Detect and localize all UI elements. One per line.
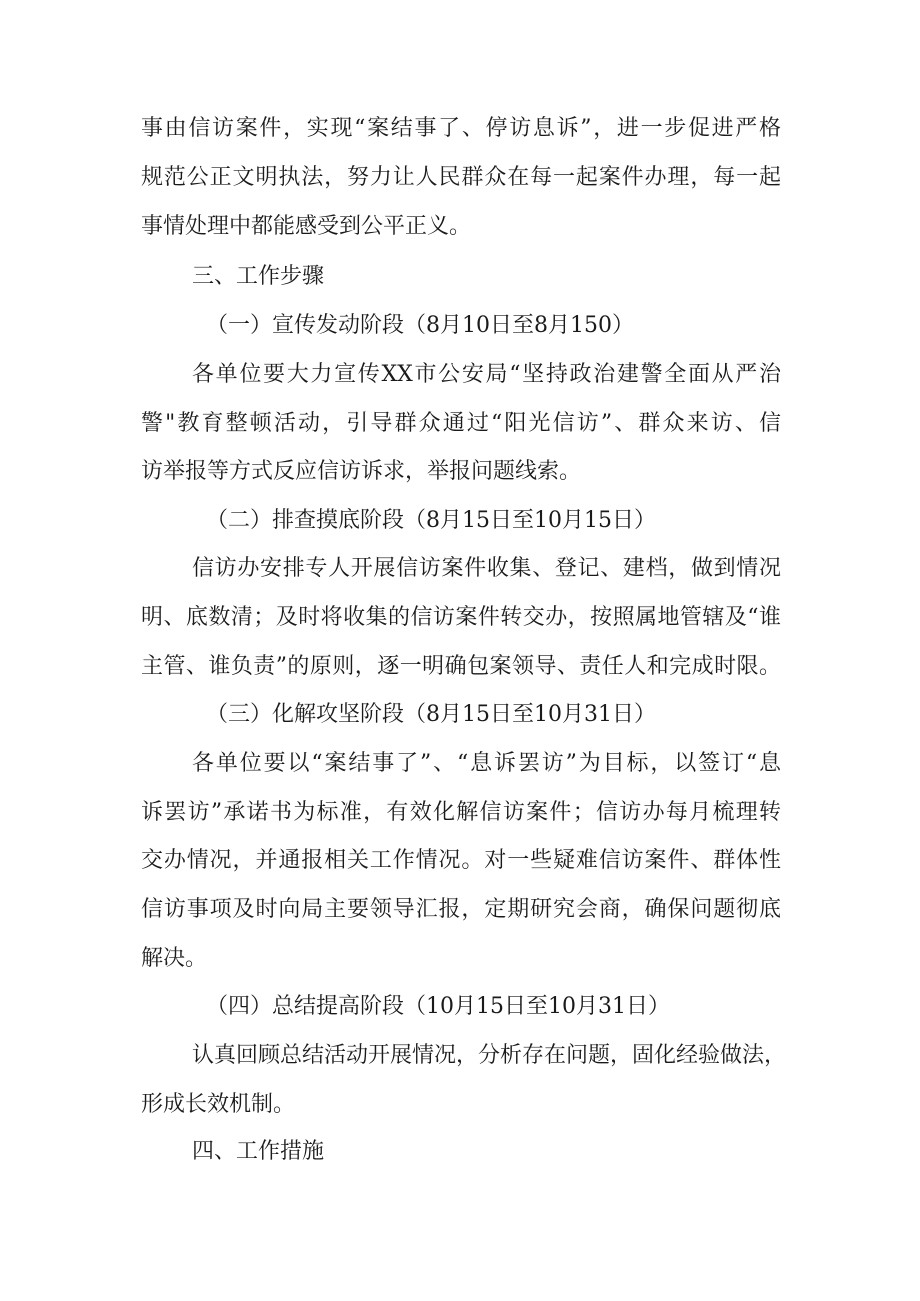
sub4-heading: （四）总结提高阶段（10月15日至10月31日）	[206, 994, 670, 1019]
intro-line-2: 规范公正文明执法，努力让人民群众在每一起案件办理，每一起	[141, 165, 781, 190]
sub2-heading: （二）排查摸底阶段（8月15日至10月15日）	[206, 508, 656, 533]
sub4-line-1: 认真回顾总结活动开展情况，分析存在问题，固化经验做法，	[192, 1043, 787, 1068]
sub3-line-4: 信访事项及时向局主要领导汇报，定期研究会商，确保问题彻底	[141, 897, 781, 922]
sub3-line-2: 诉罢访”承诺书为标准，有效化解信访案件；信访办每月梳理转	[141, 800, 781, 825]
sub3-line-1: 各单位要以“案结事了”、“息诉罢访”为目标，以签订“息	[192, 751, 781, 776]
sub1-line-3: 访举报等方式反应信访诉求，举报问题线索。	[141, 459, 582, 484]
intro-line-1: 事由信访案件，实现“案结事了、停访息诉”，进一步促进严格	[141, 116, 781, 141]
sub3-heading: （三）化解攻坚阶段（8月15日至10月31日）	[206, 702, 656, 727]
sub1-heading: （一）宣传发动阶段（8月10日至8月150）	[206, 313, 634, 338]
sub2-line-1: 信访办安排专人开展信访案件收集、登记、建档，做到情况	[192, 556, 781, 581]
section4-heading: 四、工作措施	[192, 1139, 325, 1164]
intro-line-3: 事情处理中都能感受到公平正义。	[141, 214, 472, 239]
sub2-line-3: 主管、谁负责”的原则，逐一明确包案领导、责任人和完成时限。	[141, 654, 781, 679]
sub2-line-2: 明、底数清；及时将收集的信访案件转交办，按照属地管辖及“谁	[141, 605, 781, 630]
sub1-line-2: 警"教育整顿活动，引导群众通过“阳光信访”、群众来访、信	[141, 411, 781, 436]
sub3-line-5: 解决。	[141, 946, 208, 971]
sub3-line-3: 交办情况，并通报相关工作情况。对一些疑难信访案件、群体性	[141, 848, 781, 873]
sub4-line-2: 形成长效机制。	[141, 1092, 296, 1117]
section3-heading: 三、工作步骤	[192, 264, 325, 289]
sub1-line-1: 各单位要大力宣传XX市公安局“坚持政治建警全面从严治	[192, 362, 781, 387]
